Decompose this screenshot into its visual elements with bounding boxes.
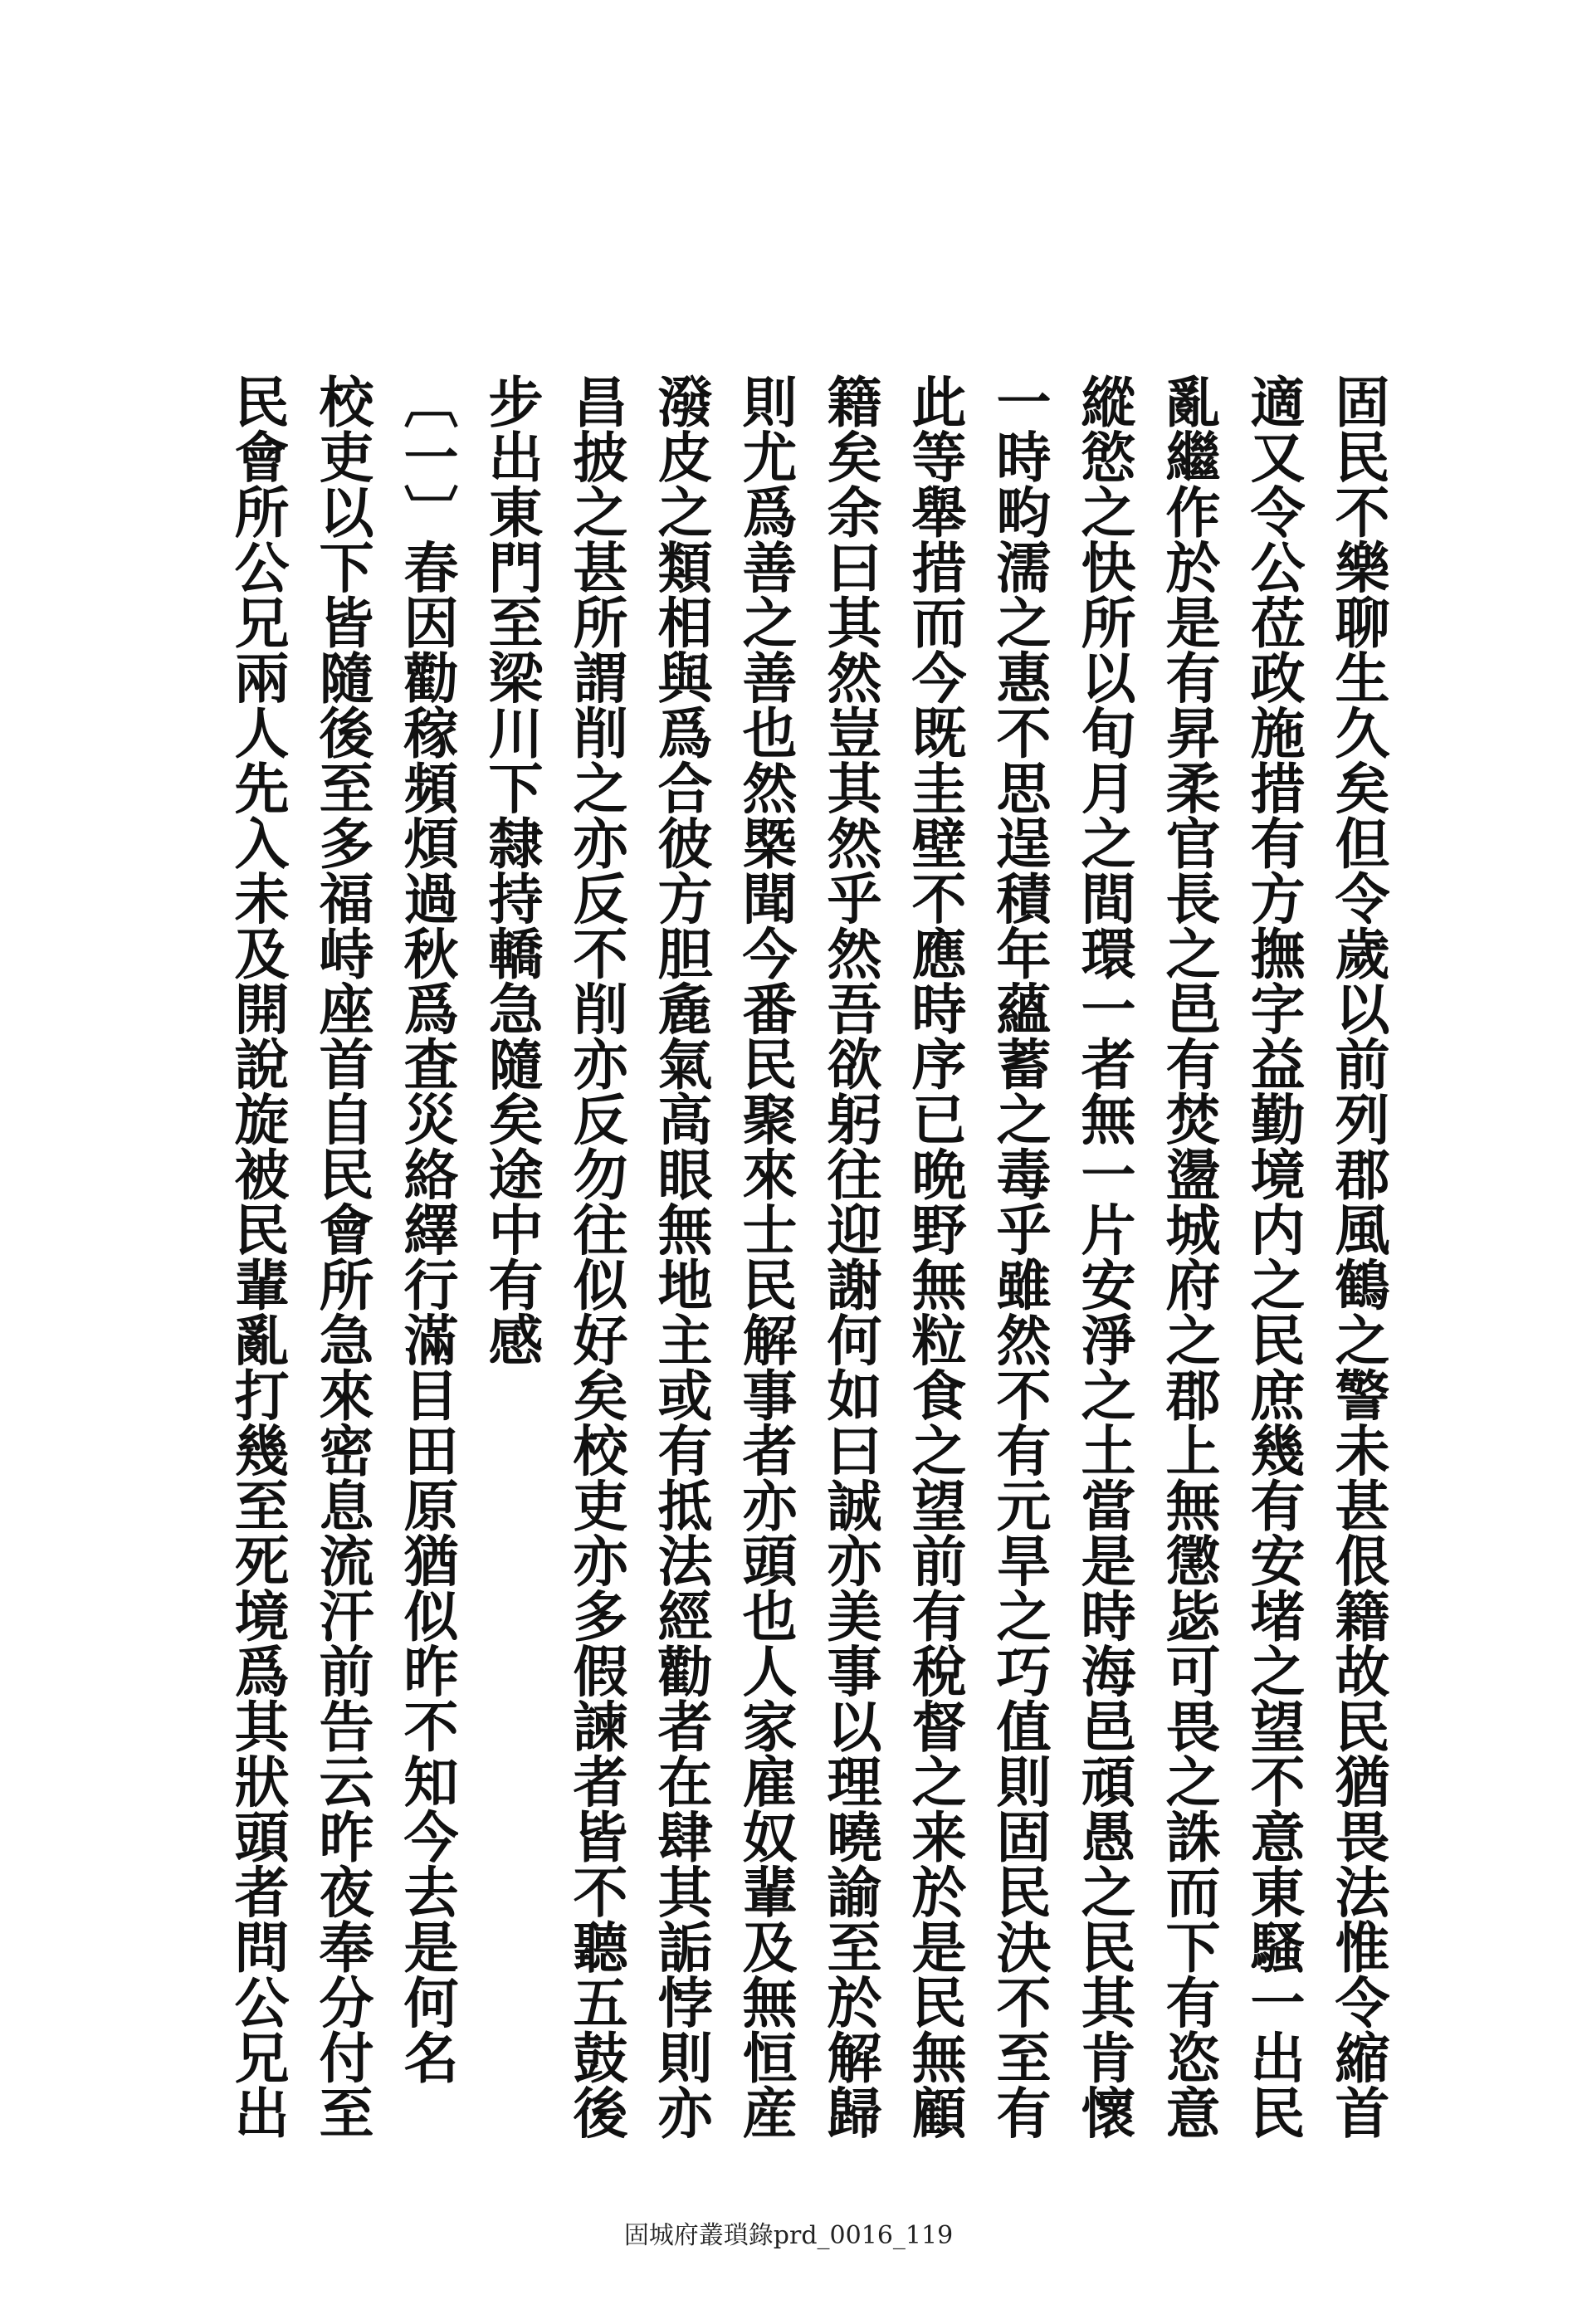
text-column: 適又令公莅政施措有方撫字益勤境内之民庶幾有安堵之望不意東騷一出民 bbox=[1241, 374, 1306, 2140]
text-column: 步出東門至梁川下隸持轎急隨矣途中有感 bbox=[479, 374, 544, 1367]
text-column: 籍矣余曰其然豈其然乎然吾欲躬往迎謝何如曰誠亦美事以理曉諭至於解歸 bbox=[818, 374, 882, 2140]
page-caption: 固城府叢瑣錄prd_0016_119 bbox=[623, 2221, 954, 2250]
text-column: 則尤爲善之善也然槩聞今番民聚來士民解事者亦頭也人家雇奴輩及無恒産 bbox=[733, 374, 798, 2140]
text-column: 昌披之甚所謂削之亦反不削亦反勿往似好矣校吏亦多假諫者皆不聽五鼓後 bbox=[564, 374, 628, 2140]
text-column: 民會所公兄兩人先入未及開說旋被民輩亂打幾至死境爲其狀頭者問公兄出 bbox=[225, 374, 290, 2140]
text-column: 此等舉措而今既圭壁不應時序已晩野無粒食之望前有稅督之来於是民無顧 bbox=[902, 374, 967, 2140]
text-column: 〔一〕春因勸稼頻煩過秋爲査災絡繹行滿目田原猶似昨不知今去是何名 bbox=[394, 374, 459, 2085]
vertical-text-block bbox=[216, 374, 1394, 2140]
text-column: 亂繼作於是有昇柔官長之邑有焚盪城府之郡上無懲毖可畏之誅而下有恣意 bbox=[1156, 374, 1221, 2140]
text-column: 一時畇濡之惠不思逞積年蘊蓄之毒乎雖然不有元旱之巧值則固民決不至有 bbox=[987, 374, 1052, 2140]
text-column: 固民不樂聊生久矣但令歲以前列郡風鶴之警未甚佷籍故民猶畏法惟令縮首 bbox=[1326, 374, 1390, 2140]
text-column: 校吏以下皆隨後至多福峙座首自民會所急來密息流汗前告云昨夜奉分付至 bbox=[310, 374, 374, 2140]
text-column: 潑皮之類相與爲合彼方胆麁氣高眼無地主或有抵法經勸者在肆其詬悖則亦 bbox=[648, 374, 713, 2140]
text-column: 縱慾之快所以旬月之間環一者無一片安淨之土當是時海邑頑愚之民其肯懷 bbox=[1072, 374, 1136, 2140]
